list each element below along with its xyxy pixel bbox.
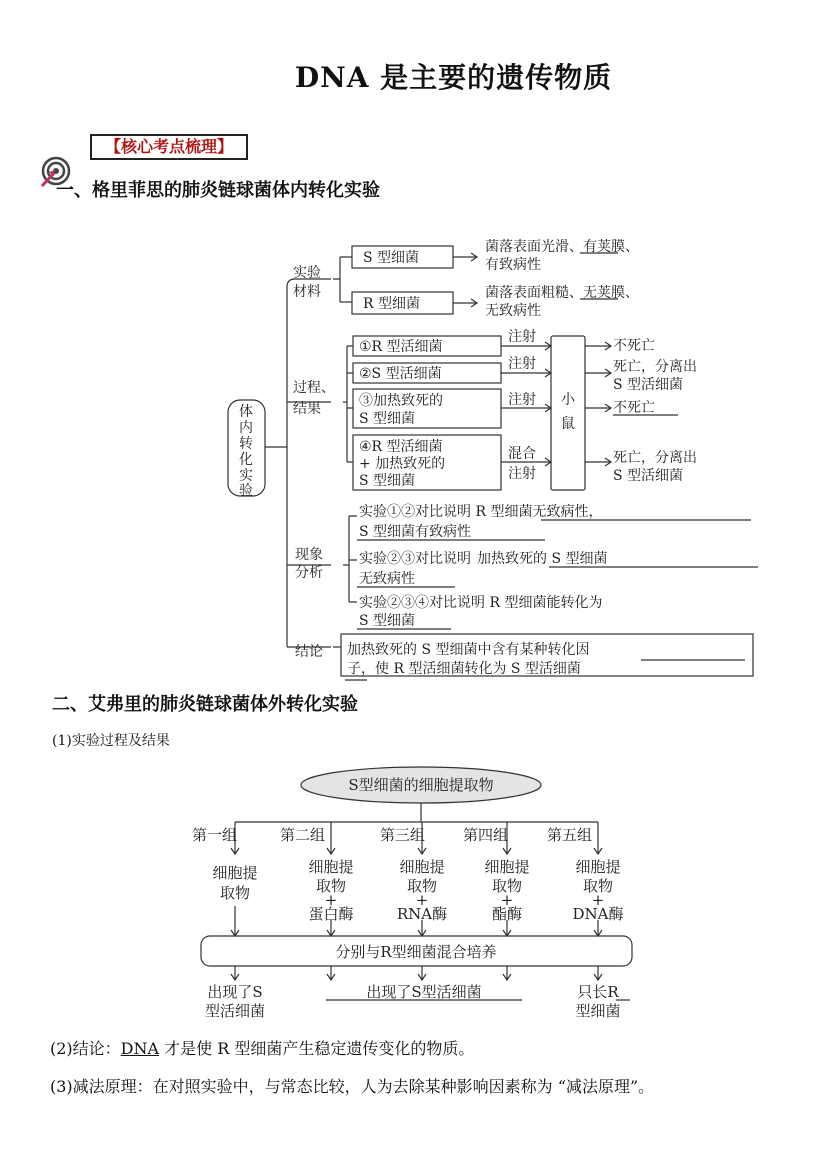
material-box: S 型细菌 [363, 250, 420, 266]
branch-process: 结果 [293, 401, 321, 417]
result-text: 不死亡 [613, 338, 655, 354]
group-content: 细胞提 [575, 858, 621, 876]
group-text: S 型细菌 [359, 473, 416, 489]
conclusion-paragraph [50, 1036, 474, 1059]
result-text: S 型活细菌 [613, 377, 684, 393]
op-label: 注射 [508, 466, 536, 482]
branch-materials: 材料 [293, 284, 321, 300]
op-label: 混合 [508, 446, 536, 462]
material-desc: 菌落表面光滑、有荚膜、 [485, 239, 639, 255]
group-content: + [591, 891, 605, 909]
section1-heading: 一、格里菲思的肺炎链球菌体内转化实验 [56, 180, 380, 201]
group-label: 第一组 [192, 826, 238, 844]
analysis-text: 实验①②对比说明 R 型细菌无致病性， [359, 504, 603, 520]
group-content: 蛋白酶 [308, 905, 354, 923]
conclusion-body: 才是使 R 型细菌产生稳定遗传变化的物质。 [159, 1039, 475, 1058]
group-text: + 加热致死的 [359, 456, 446, 472]
material-desc: 无致病性 [485, 303, 541, 319]
subtraction-paragraph [50, 1074, 654, 1097]
group-text: ④R 型活细菌 [359, 439, 443, 455]
result-text: 死亡，分离出 [613, 359, 697, 375]
mix-box-text: 分别与R型细菌混合培养 [335, 943, 497, 961]
group-content: + [415, 891, 429, 909]
analysis-text: 无致病性 [359, 571, 415, 587]
analysis-text: 实验②③④对比说明 R 型细菌能转化为 [359, 595, 603, 611]
group-content: DNA酶 [572, 905, 624, 923]
mouse-label: 鼠 [561, 416, 575, 432]
group-content: 酯酶 [491, 905, 523, 923]
conclusion-text: 加热致死的 S 型细菌中含有某种转化因 [347, 642, 590, 658]
root-char: 内 [239, 420, 253, 436]
group-content: 取物 [315, 877, 347, 895]
op-label: 注射 [508, 392, 536, 408]
result-text: 死亡，分离出 [613, 450, 697, 466]
group-content: RNA酶 [396, 905, 448, 923]
material-desc: 菌落表面粗糙、无荚膜、 [485, 285, 639, 301]
analysis-text: S 型细菌有致病性 [359, 524, 472, 540]
root-char: 验 [239, 483, 253, 499]
group-content: 取物 [491, 877, 523, 895]
griffith-diagram [215, 232, 775, 682]
root-char: 实 [239, 468, 253, 484]
group-content: 取物 [582, 877, 614, 895]
group-text: ③加热致死的 [359, 393, 443, 409]
avery-diagram [180, 760, 650, 1025]
group-content: + [324, 891, 338, 909]
root-char: 体 [239, 404, 253, 420]
op-label: 注射 [508, 329, 536, 345]
subtraction-prefix: (3)减法原理： [50, 1077, 153, 1096]
group-content: 细胞提 [399, 858, 445, 876]
branch-materials: 实验 [293, 265, 321, 281]
mouse-label: 小 [561, 392, 575, 408]
outcome-text: 出现了S型活细菌 [366, 983, 482, 1001]
group-content: 取物 [406, 877, 438, 895]
group-content: + [500, 891, 514, 909]
group-label: 第四组 [463, 826, 509, 844]
conclusion-dna: DNA [120, 1039, 160, 1058]
section2-subheading: (1)实验过程及结果 [52, 733, 170, 749]
analysis-text: S 型细菌 [359, 613, 416, 629]
group-content: 细胞提 [308, 858, 354, 876]
group-label: 第五组 [547, 826, 593, 844]
section2-heading: 二、艾弗里的肺炎链球菌体外转化实验 [52, 694, 358, 715]
group-content: 细胞提 [484, 858, 530, 876]
group-content: 细胞提 [212, 864, 258, 882]
group-text: ①R 型活细菌 [359, 339, 443, 355]
group-text: S 型细菌 [359, 411, 416, 427]
material-desc: 有致病性 [485, 257, 541, 273]
core-points-tag: 【核心考点梳理】 [90, 134, 248, 160]
top-extract: S型细菌的细胞提取物 [348, 776, 494, 794]
branch-process: 过程、 [293, 380, 335, 396]
op-label: 注射 [508, 356, 536, 372]
outcome-text: 只长R [577, 983, 619, 1001]
material-box: R 型细菌 [363, 296, 420, 312]
root-char: 化 [239, 452, 253, 468]
outcome-text: 出现了S [207, 983, 263, 1001]
root-char: 转 [239, 436, 253, 452]
analysis-text: 实验②③对比说明 加热致死的 S 型细菌 [359, 551, 608, 567]
group-content: 取物 [219, 884, 251, 902]
result-text: S 型活细菌 [613, 468, 684, 484]
conclusion-prefix: (2)结论： [50, 1039, 121, 1058]
subtraction-body: 在对照实验中，与常态比较，人为去除某种影响因素称为 “减法原理”。 [152, 1077, 655, 1096]
result-text: 不死亡 [613, 400, 655, 416]
branch-conclusion: 结论 [295, 644, 323, 660]
group-label: 第二组 [280, 826, 326, 844]
group-text: ②S 型活细菌 [359, 366, 442, 382]
conclusion-text: 子，使 R 型活细菌转化为 S 型活细菌 [347, 661, 581, 677]
outcome-text: 型细菌 [575, 1002, 621, 1020]
page-title: DNA 是主要的遗传物质 [294, 61, 613, 94]
outcome-text: 型活细菌 [204, 1002, 266, 1020]
branch-analysis: 分析 [295, 565, 323, 581]
group-label: 第三组 [380, 826, 426, 844]
branch-analysis: 现象 [295, 547, 323, 563]
